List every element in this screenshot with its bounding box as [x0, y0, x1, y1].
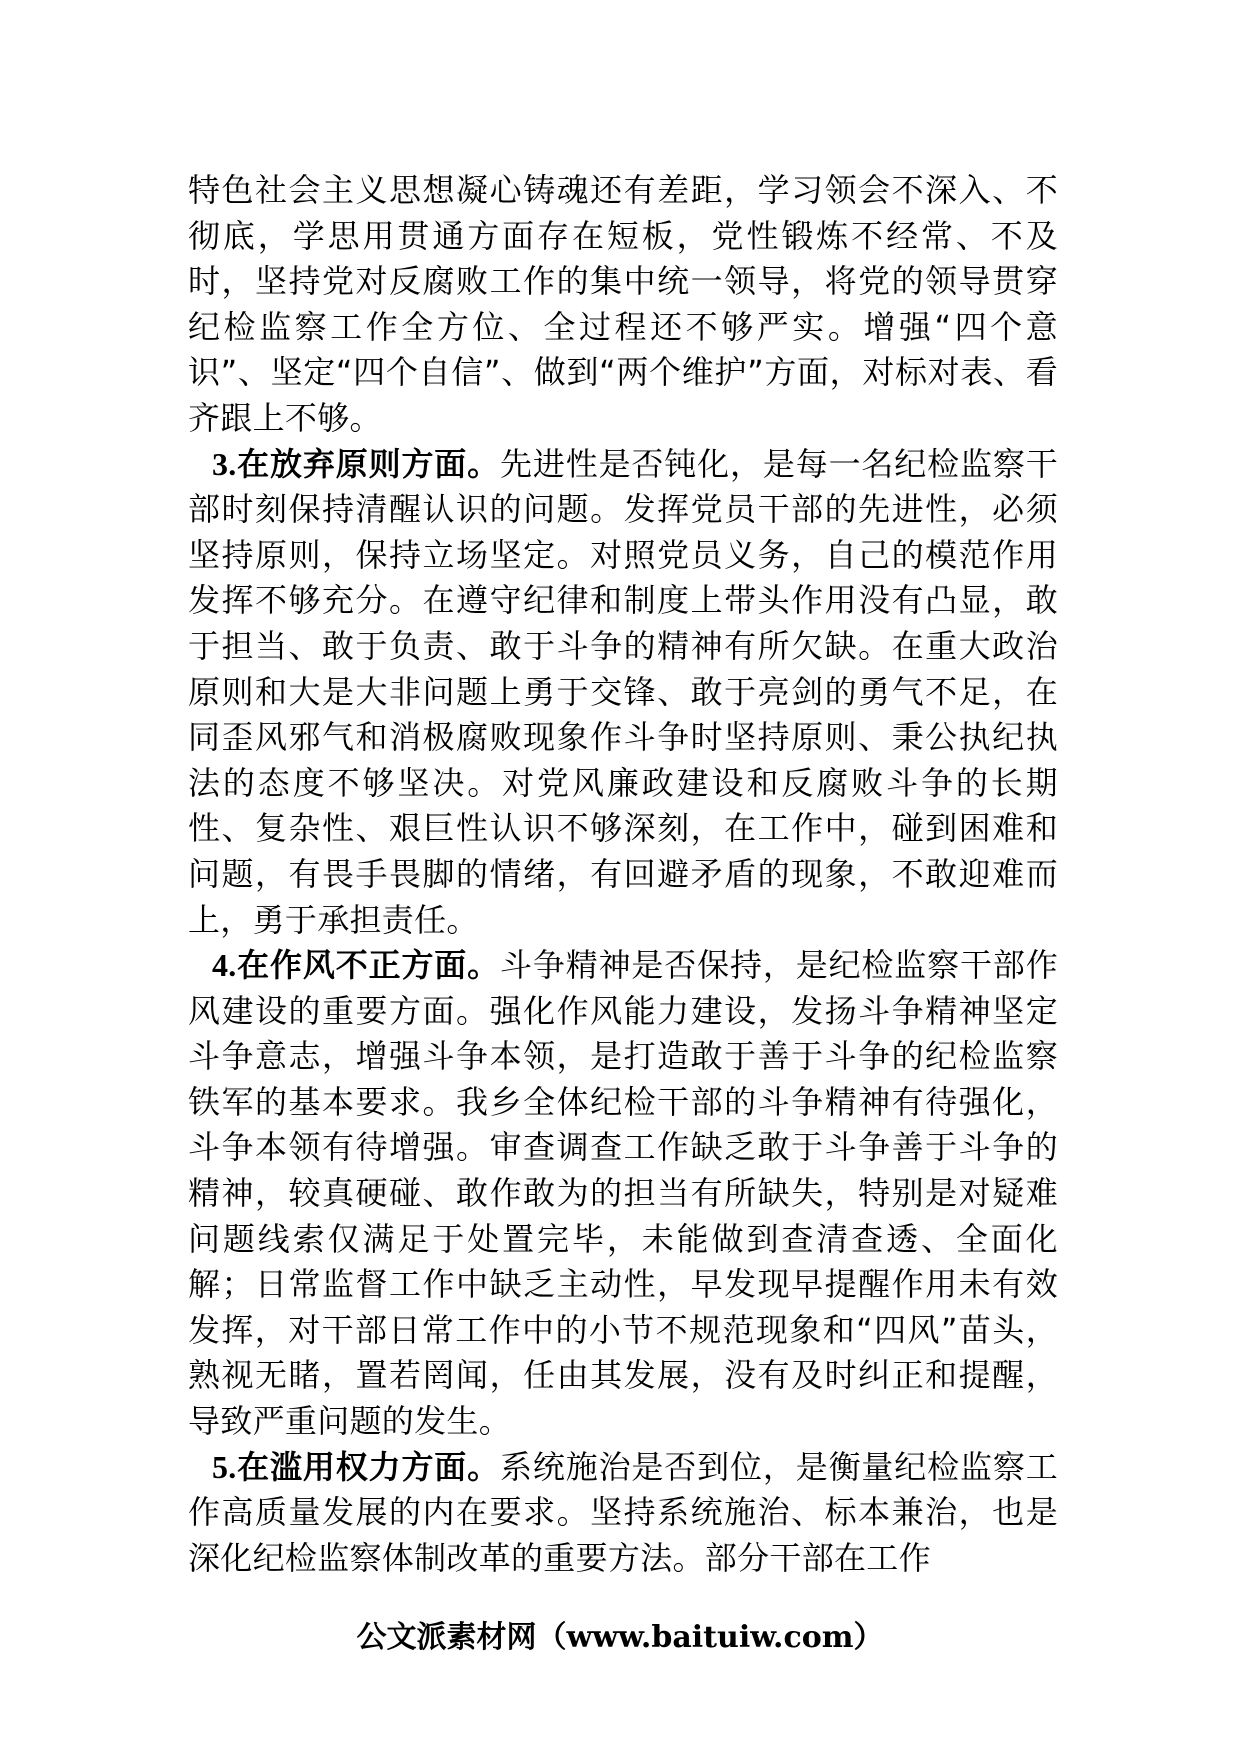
section-heading: 在作风不正方面。	[236, 946, 501, 985]
footer-source: 公文派素材网（www.baituiw.com）	[356, 1620, 884, 1655]
section-heading: 在滥用权力方面。	[236, 1447, 501, 1486]
paragraph-text: 斗争精神是否保持，是纪检监察干部作风建设的重要方面。强化作风能力建设，发扬斗争精神坚定斗争意志，增强斗争本领，是打造敢于善于斗争的纪检监察铁军的基本要求。我乡全体纪检干部的斗争精神有待强化，斗争本领有待增强。审查调查工作缺乏敢于斗争善于斗争的精神，较真硬碰、敢作敢为的担当有所缺失，特别是对疑难问题线索仅满足于处置完毕，未能做到查清查透、全面化解；日常监督工作中缺乏主动性，早发现早提醒作用未有效发挥，对干部日常工作中的小节不规范现象和“四风”苗头，熟视无睹，置若罔闻，任由其发展，没有及时纠正和提醒，导致严重问题的发生。	[188, 946, 1058, 1441]
section-heading: 在放弃原则方面。	[236, 444, 501, 483]
section-number: 4.	[212, 947, 237, 984]
section-number: 5.	[212, 1448, 237, 1485]
paragraph-4	[188, 943, 1058, 1445]
paragraph-intro	[188, 168, 1058, 442]
paragraph-3	[188, 442, 1058, 944]
paragraph-text: 系统施治是否到位，是衡量纪检监察工作高质量发展的内在要求。坚持系统施治、标本兼治，也是深化纪检监察体制改革的重要方法。部分干部在工作	[188, 1447, 1058, 1577]
paragraph-5	[188, 1445, 1058, 1582]
section-number: 3.	[212, 445, 237, 482]
paragraph-text: 先进性是否钝化，是每一名纪检监察干部时刻保持清醒认识的问题。发挥党员干部的先进性，必须坚持原则，保持立场坚定。对照党员义务，自己的模范作用发挥不够充分。在遵守纪律和制度上带头作用没有凸显，敢于担当、敢于负责、敢于斗争的精神有所欠缺。在重大政治原则和大是大非问题上勇于交锋、敢于亮剑的勇气不足，在同歪风邪气和消极腐败现象作斗争时坚持原则、秉公执纪执法的态度不够坚决。对党风廉政建设和反腐败斗争的长期性、复杂性、艰巨性认识不够深刻，在工作中，碰到困难和问题，有畏手畏脚的情绪，有回避矛盾的现象，不敢迎难而上，勇于承担责任。	[188, 444, 1058, 939]
document-body	[188, 168, 1058, 1581]
paragraph-text: 特色社会主义思想凝心铸魂还有差距，学习领会不深入、不彻底，学思用贯通方面存在短板，党性锻炼不经常、不及时，坚持党对反腐败工作的集中统一领导，将党的领导贯穿纪检监察工作全方位、全过程还不够严实。增强“四个意识”、坚定“四个自信”、做到“两个维护”方面，对标对表、看齐跟上不够。	[188, 171, 1058, 437]
